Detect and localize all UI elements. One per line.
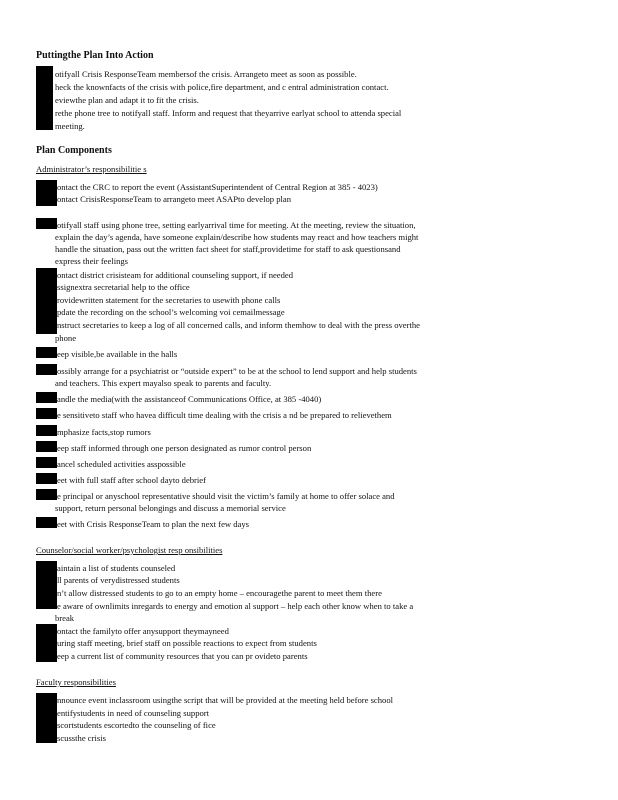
redaction-bar [36,408,57,419]
counselor-line: break [55,613,75,623]
redaction-bar [36,268,57,334]
redaction-bar [36,473,57,484]
redaction-bar [36,693,57,743]
admin-line: eep staff informed through one person designated as rumor control person [57,443,312,453]
admin-line: ontact CrisisResponseTeam to arrangeto meet ASAPto develop plan [57,194,292,204]
faculty-line: entifystudents in need of counseling support [57,708,210,718]
admin-line: handle the situation, pass out the written fact sheet for staff,providetime for staff to ask questionsand [55,244,401,254]
admin-line: rovidewritten statement for the secretaries to usewith phone calls [57,295,281,305]
intro-line: otifyall Crisis ResponseTeam membersof the crisis. Arrangeto meet as soon as possible. [55,69,357,79]
admin-line: nstruct secretaries to keep a log of all concerned calls, and inform themhow to deal with the press overthe [57,320,420,330]
admin-line: express their feelings [55,256,129,266]
faculty-heading: Faculty responsibilities [36,677,116,687]
section-heading: Plan Components [36,145,112,156]
redaction-bar [36,457,57,468]
redaction-bar [36,347,57,358]
admin-heading: Administrator’s responsibilitie s [36,164,147,174]
redaction-bar [36,624,57,662]
admin-line: explain the day’s agenda, have someone explain/describe how students may react and how teachers might [55,232,419,242]
admin-line: and teachers. This expert mayalso speak to parents and faculty. [55,378,272,388]
intro-line: eviewthe plan and adapt it to fit the crisis. [55,95,199,105]
redaction-bar [36,517,57,528]
admin-line: support, return personal belongings and discuss a memorial service [55,503,286,513]
admin-line: ancel scheduled activities asspossible [57,459,186,469]
counselor-line: uring staff meeting, brief staff on possible reactions to expect from students [57,638,317,648]
redaction-bar [36,218,57,229]
admin-line: eep visible,be available in the halls [57,349,178,359]
redaction-bar [36,364,57,375]
admin-line: andle the media(with the assistanceof Communications Office, at 385 -4040) [57,394,322,404]
admin-line: phone [55,333,77,343]
counselor-line: e aware of ownlimits inregards to energy and emotion al support – help each other know when to take a [57,601,414,611]
redaction-bar [36,425,57,436]
redaction-bar [36,66,53,130]
admin-line: ossibly arrange for a psychiatrist or “outside expert” to be at the school to lend support and help students [57,366,417,376]
admin-line: ssignextra secretarial help to the office [57,282,190,292]
counselor-heading: Counselor/social worker/psychologist resp onsibilities [36,545,223,555]
redaction-bar [36,441,57,452]
page-title: Puttingthe Plan Into Action [36,50,154,61]
admin-line: eet with full staff after school dayto debrief [57,475,206,485]
admin-line: pdate the recording on the school’s welcoming voi cemailmessage [57,307,285,317]
counselor-line: ll parents of verydistressed students [57,575,180,585]
admin-line: ontact the CRC to report the event (AssistantSuperintendent of Central Region at 385 - 4023) [57,182,378,192]
faculty-line: nnounce event inclassroom usingthe script that will be provided at the meeting held before school [57,695,394,705]
counselor-line: n’t allow distressed students to go to an empty home – encouragethe parent to meet them there [57,588,382,598]
intro-line: rethe phone tree to notifyall staff. Inform and request that theyarrive earlyat school to attenda special [55,108,402,118]
redaction-bar [36,392,57,403]
admin-line: e sensitiveto staff who havea difficult time dealing with the crisis a nd be prepared to relievethem [57,410,392,420]
counselor-line: ontact the familyto offer anysupport theymayneed [57,626,229,636]
faculty-line: scortstudents escortedto the counseling of fice [57,720,216,730]
admin-line: eet with Crisis ResponseTeam to plan the next few days [57,519,249,529]
intro-line: meeting. [55,121,85,131]
admin-line: ontact district crisisteam for additional counseling support, if needed [57,270,294,280]
redaction-bar [36,561,57,609]
redaction-bar [36,180,57,206]
counselor-line: eep a current list of community resources that you can pr ovideto parents [57,651,308,661]
counselor-line: aintain a list of students counseled [57,563,176,573]
admin-line: e principal or anyschool representative should visit the victim’s family at home to offer solace and [57,491,395,501]
admin-line: otifyall staff using phone tree, setting earlyarrival time for meeting. At the meeting, review the situation, [57,220,416,230]
admin-line: mphasize facts,stop rumors [57,427,151,437]
intro-line: heck the knownfacts of the crisis with police,fire department, and c entral administration contact. [55,82,389,92]
faculty-line: scussthe crisis [57,733,106,743]
redaction-bar [36,489,57,500]
